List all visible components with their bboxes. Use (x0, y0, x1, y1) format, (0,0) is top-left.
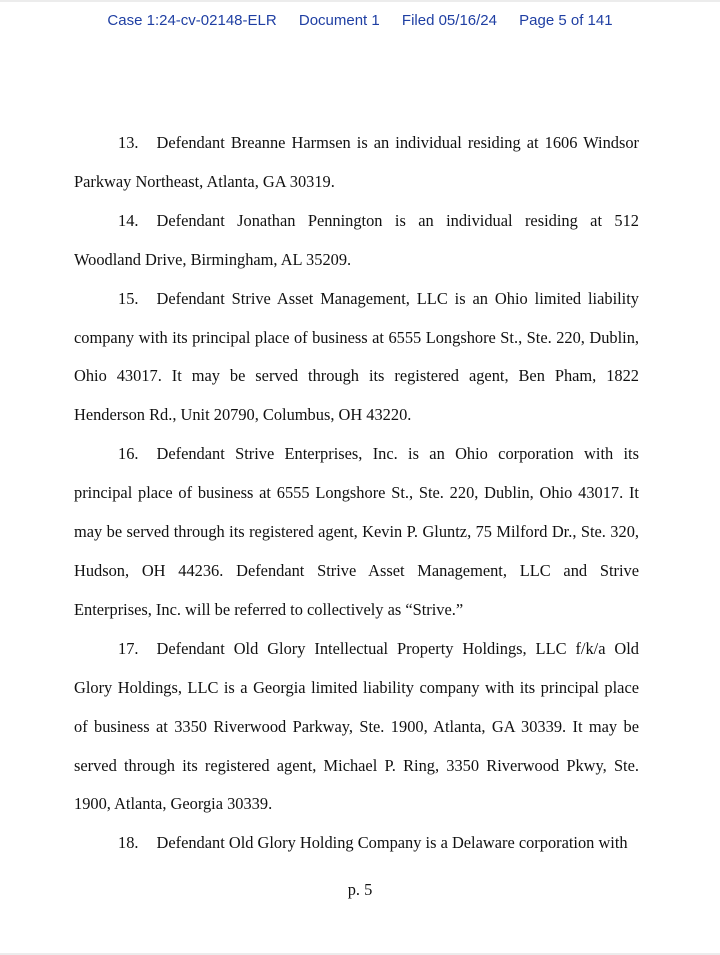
paragraph-14 (74, 202, 639, 280)
filed-date: Filed 05/16/24 (401, 12, 497, 29)
paragraph-text: Defendant Strive Enterprises, Inc. is an Ohio corporation with its principal place of business at 6555 Longshore St., Ste. 220, Dublin, Ohio 43017. It may be served through its registered agent, Kevin P. Gluntz, 75 Milford Dr., Ste. 320, Hudson, OH 44236. Defendant Strive Asset Management, LLC and Strive Enterprises, Inc. will be referred to collectively as “Strive.” (74, 444, 639, 619)
paragraph-text: Defendant Old Glory Intellectual Property Holdings, LLC f/k/a Old Glory Holdings, LLC is a Georgia limited liability company with its principal place of business at 3350 Riverwood Parkway, Ste. 1900, Atlanta, GA 30339. It may be served through its registered agent, Michael P. Ring, 3350 Riverwood Pkwy, Ste. 1900, Atlanta, Georgia 30339. (74, 638, 639, 814)
document-number: Document 1 (298, 12, 380, 29)
paragraph-17 (74, 630, 639, 825)
paragraph-number: 18. (118, 833, 139, 853)
case-number: Case 1:24-cv-02148-ELR (107, 12, 277, 29)
paragraph-number: 17. (118, 638, 139, 658)
document-body (74, 124, 639, 863)
paragraph-16 (74, 435, 639, 630)
page-footer (0, 880, 720, 900)
paragraph-text: Defendant Old Glory Holding Company is a Delaware corporation with (156, 833, 628, 853)
paragraph-18 (74, 824, 639, 863)
filing-header (0, 12, 720, 29)
paragraph-13 (74, 124, 639, 202)
top-rule (0, 0, 720, 2)
paragraph-text: Defendant Strive Asset Management, LLC is an Ohio limited liability company with its principal place of business at 6555 Longshore St., Ste. 220, Dublin, Ohio 43017. It may be served through its registered agent, Ben Pham, 1822 Henderson Rd., Unit 20790, Columbus, OH 43220. (74, 288, 639, 425)
paragraph-number: 16. (118, 444, 139, 464)
paragraph-number: 15. (118, 288, 139, 308)
page-number: p. 5 (347, 880, 373, 899)
paragraph-text: Defendant Breanne Harmsen is an individual residing at 1606 Windsor Parkway Northeast, Atlanta, GA 30319. (74, 133, 639, 191)
page-info: Page 5 of 141 (519, 12, 613, 29)
paragraph-number: 14. (118, 210, 139, 230)
paragraph-15 (74, 280, 639, 436)
paragraph-text: Defendant Jonathan Pennington is an individual residing at 512 Woodland Drive, Birmingham, AL 35209. (74, 210, 639, 269)
paragraph-number: 13. (118, 133, 139, 152)
